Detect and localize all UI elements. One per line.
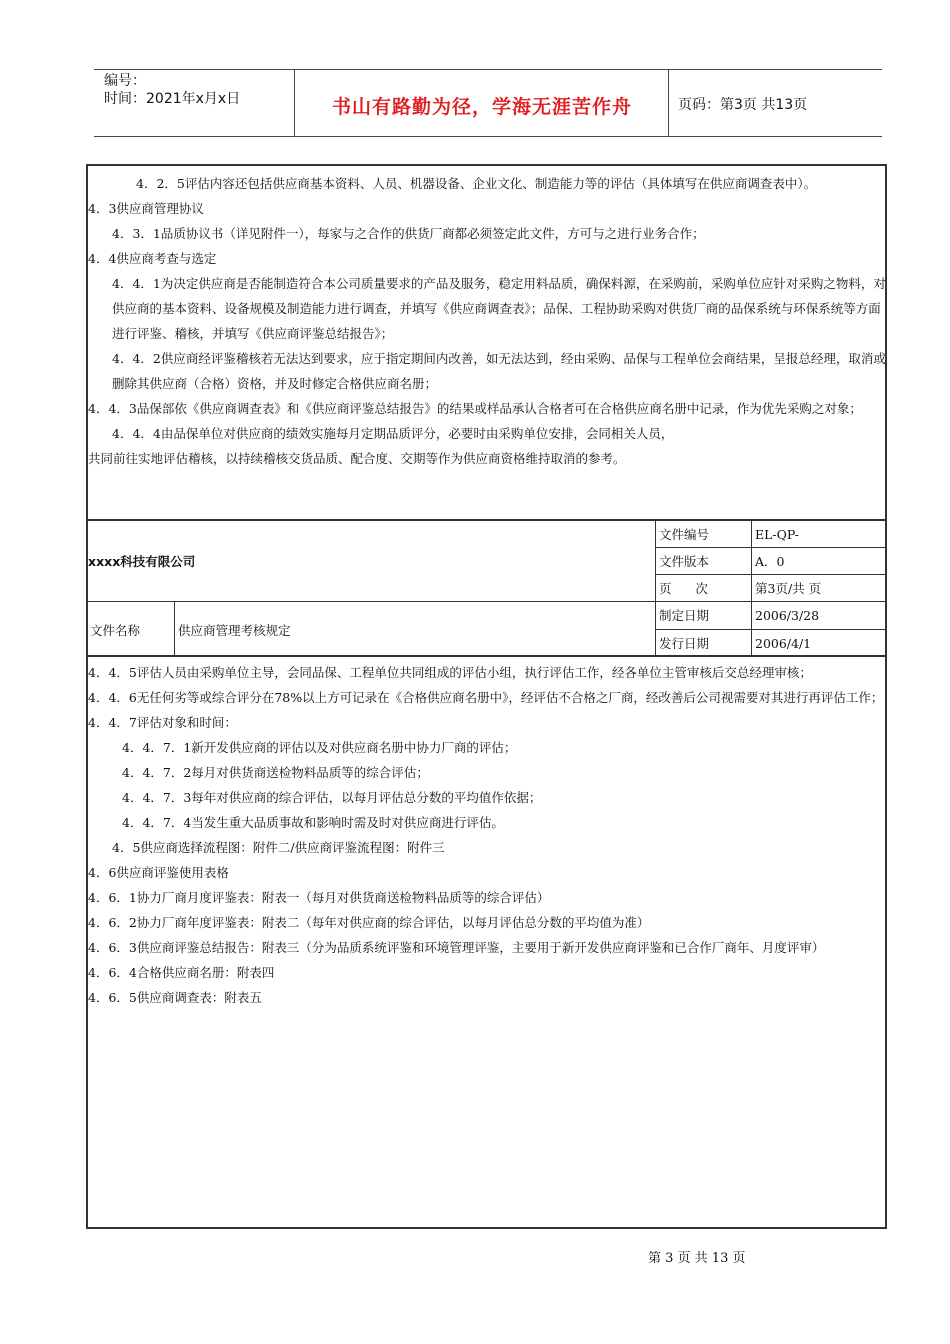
paragraph: 4．4．5评估人员由采购单位主导，会同品保、工程单位共同组成的评估小组，执行评估工作，经各单位主管审核后交总经理审核； (88, 665, 812, 680)
row-label: 页 次 (659, 581, 708, 596)
section-heading: 4．4．7评估对象和时间： (88, 715, 237, 730)
list-item: 4．4．7．4当发生重大品质事故和影响时需及时对供应商进行评估。 (122, 815, 504, 830)
header-motto: 书山有路勤为径，学海无涯苦作舟 (331, 96, 632, 118)
list-item: 4．6．4合格供应商名册：附表四 (88, 965, 275, 980)
header-divider (668, 70, 669, 136)
list-item: 4．6．1协力厂商月度评鉴表：附表一（每月对供货商送检物料品质等的综合评估） (88, 890, 550, 905)
paragraph: 4．4．6无任何劣等或综合评分在78%以上方可记录在《合格供应商名册中》，经评估不合格之厂商，经改善后公司视需要对其进行再评估工作； (88, 690, 884, 705)
paragraph: 4．3．1品质协议书（详见附件一），每家与之合作的供货厂商都必须签定此文件，方可与之进行业务合作； (112, 226, 705, 241)
company-name: xxxx科技有限公司 (88, 554, 196, 569)
paragraph: 4．4．4由品保单位对供应商的绩效实施每月定期品质评分，必要时由采购单位安排，会同相关人员， (112, 426, 674, 441)
table-rule (174, 601, 175, 657)
row-value: EL-QP- (755, 527, 799, 542)
doc-info-table (86, 519, 887, 657)
body-top (88, 171, 888, 471)
row-label: 文件编号 (659, 527, 710, 542)
table-rule (885, 521, 886, 657)
page-header (94, 69, 882, 137)
list-item: 4．6．5供应商调查表：附表五 (88, 990, 262, 1005)
time-line: 时间：2021年x月x日 (104, 91, 241, 107)
list-item: 4．4．7．2每月对供货商送检物料品质等的综合评估； (122, 765, 429, 780)
row-value: 2006/4/1 (755, 636, 812, 651)
list-item: 4．6．2协力厂商年度评鉴表：附表二（每年对供应商的综合评估，以每月评估总分数的平均值为准） (88, 915, 650, 930)
section-heading: 4．3供应商管理协议 (88, 201, 204, 216)
doc-name: 供应商管理考核规定 (178, 623, 291, 638)
row-value: 2006/3/28 (755, 608, 820, 623)
list-item: 4．4．7．1新开发供应商的评估以及对供应商名册中协力厂商的评估； (122, 740, 517, 755)
row-value: 第3页/共 页 (755, 581, 822, 596)
paragraph: 4．2．5评估内容还包括供应商基本资料、人员、机器设备、企业文化、制造能力等的评估（具体填写在供应商调查表中）。 (136, 176, 817, 191)
row-value: A．0 (755, 554, 785, 569)
doc-name-label: 文件名称 (90, 623, 141, 638)
row-label: 文件版本 (659, 554, 710, 569)
body-bottom (88, 660, 888, 1010)
header-divider (294, 70, 295, 136)
row-label: 发行日期 (659, 636, 710, 651)
section-heading: 4．6供应商评鉴使用表格 (88, 865, 229, 880)
header-page-info: 页码：第3页 共13页 (678, 97, 808, 113)
table-rule (655, 521, 656, 657)
paragraph: 4．4．1为决定供应商是否能制造符合本公司质量要求的产品及服务，稳定用料品质，确保料源，在采购前，采购单位应针对采购之物料，对供应商的基本资料、设备规模及制造能力进行调查，并填写《供应商调查表》；品保、工程协助采购对供货厂商的品保系统与环保系统等方面进行评鉴、稽核，并填写《供应商评鉴总结报告》； (112, 276, 886, 341)
paragraph: 4．4．3品保部依《供应商调查表》和《供应商评鉴总结报告》的结果或样品承认合格者可在合格供应商名册中记录，作为优先采购之对象； (88, 401, 862, 416)
code-label: 编号： (104, 73, 146, 89)
paragraph: 4．5供应商选择流程图：附件二/供应商评鉴流程图：附件三 (112, 840, 445, 855)
table-rule (751, 521, 752, 657)
list-item: 4．6．3供应商评鉴总结报告：附表三（分为品质系统评鉴和环境管理评鉴，主要用于新开发供应商评鉴和已合作厂商年、月度评审） (88, 940, 825, 955)
header-meta (104, 72, 240, 108)
paragraph: 4．4．2供应商经评鉴稽核若无法达到要求，应于指定期间内改善，如无法达到，经由采购、品保与工程单位会商结果，呈报总经理，取消或删除其供应商（合格）资格，并及时修定合格供应商名册； (112, 351, 886, 391)
section-heading: 4．4供应商考查与选定 (88, 251, 217, 266)
paragraph: 共同前往实地评估稽核，以持续稽核交货品质、配合度、交期等作为供应商资格维持取消的参考。 (88, 451, 626, 466)
row-label: 制定日期 (659, 608, 710, 623)
page-footer: 第 3 页 共 13 页 (648, 1251, 746, 1266)
list-item: 4．4．7．3每年对供应商的综合评估，以每月评估总分数的平均值作依据； (122, 790, 542, 805)
